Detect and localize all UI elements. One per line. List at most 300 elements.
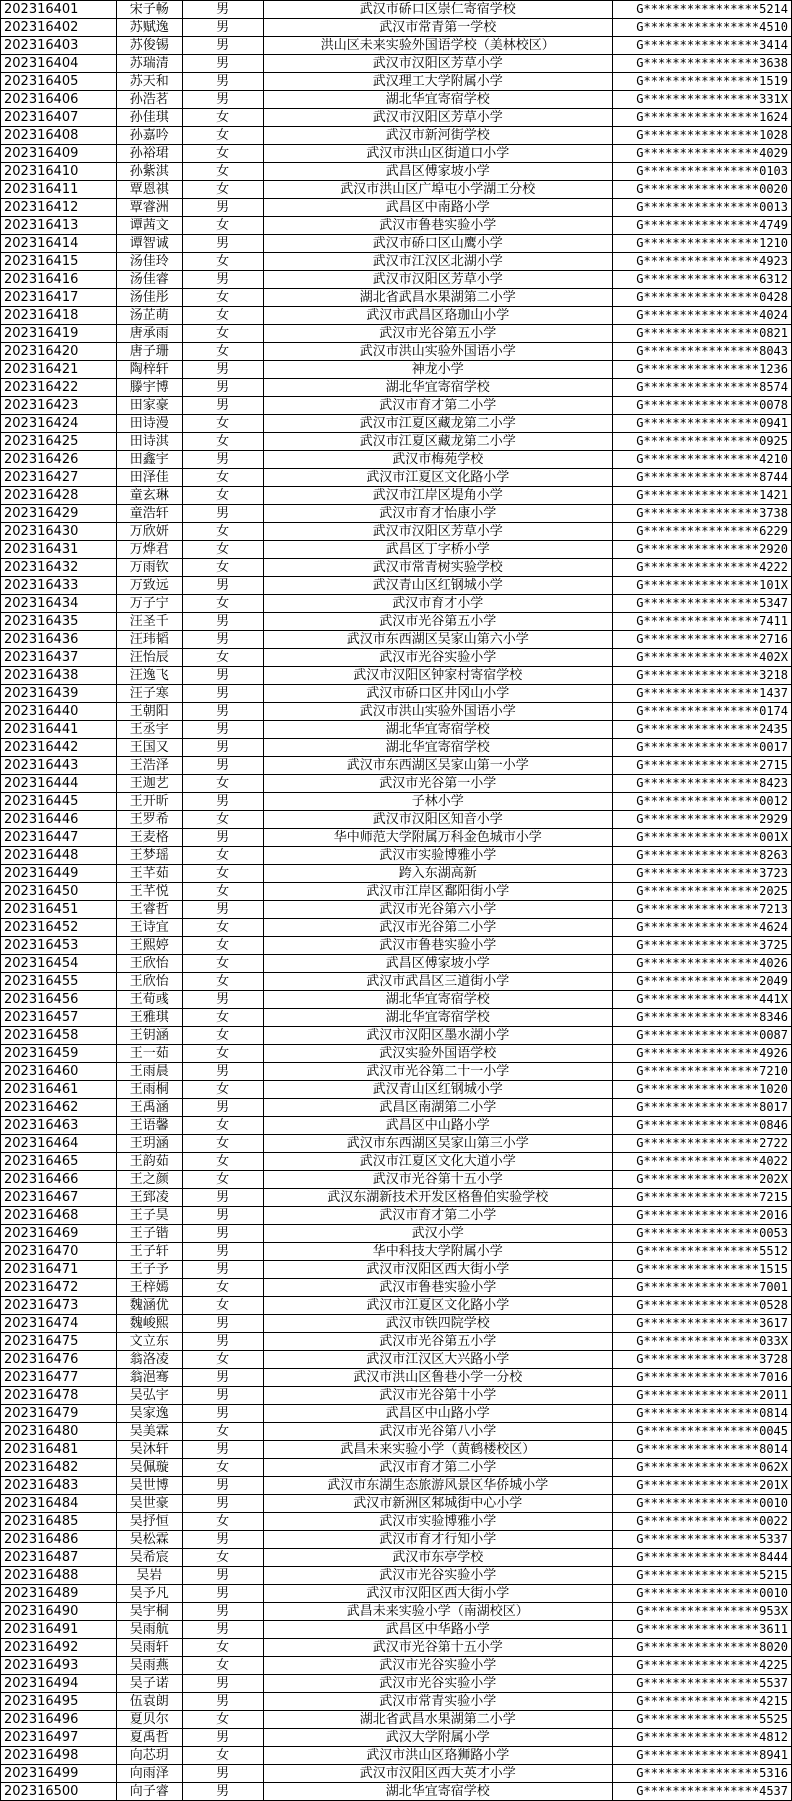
- student-name-cell: 吴世豪: [116, 1495, 182, 1513]
- masked-id-cell: G****************0045: [613, 1423, 792, 1441]
- masked-id-cell: G****************2011: [613, 1387, 792, 1405]
- table-row: [1, 433, 792, 451]
- table-row: [1, 973, 792, 991]
- masked-id-cell: G****************0087: [613, 1027, 792, 1045]
- masked-id-cell: G****************5337: [613, 1531, 792, 1549]
- table-row: [1, 1333, 792, 1351]
- gender-cell: 男: [182, 1315, 263, 1333]
- school-cell: 武汉市武昌区珞珈山小学: [263, 307, 613, 325]
- school-cell: 武汉市新洲区邾城街中心小学: [263, 1495, 613, 1513]
- student-id-cell: 202316489: [1, 1585, 117, 1603]
- student-name-cell: 魏涵优: [116, 1297, 182, 1315]
- masked-id-cell: G****************101X: [613, 577, 792, 595]
- school-cell: 武汉市光谷实验小学: [263, 1675, 613, 1693]
- student-id-cell: 202316439: [1, 685, 117, 703]
- school-cell: 武汉市汉阳区知音小学: [263, 811, 613, 829]
- masked-id-cell: G****************4749: [613, 217, 792, 235]
- student-id-cell: 202316402: [1, 19, 117, 37]
- gender-cell: 男: [182, 37, 263, 55]
- gender-cell: 女: [182, 883, 263, 901]
- masked-id-cell: G****************3638: [613, 55, 792, 73]
- student-name-cell: 王朝阳: [116, 703, 182, 721]
- masked-id-cell: G****************4812: [613, 1729, 792, 1747]
- table-row: [1, 631, 792, 649]
- student-id-cell: 202316412: [1, 199, 117, 217]
- student-id-cell: 202316426: [1, 451, 117, 469]
- table-row: [1, 1585, 792, 1603]
- student-id-cell: 202316418: [1, 307, 117, 325]
- student-name-cell: 王之颜: [116, 1171, 182, 1189]
- table-row: [1, 361, 792, 379]
- masked-id-cell: G****************4026: [613, 955, 792, 973]
- masked-id-cell: G****************8020: [613, 1639, 792, 1657]
- student-id-cell: 202316424: [1, 415, 117, 433]
- student-name-cell: 王丞宇: [116, 721, 182, 739]
- gender-cell: 男: [182, 361, 263, 379]
- gender-cell: 男: [182, 613, 263, 631]
- student-id-cell: 202316454: [1, 955, 117, 973]
- gender-cell: 男: [182, 73, 263, 91]
- gender-cell: 女: [182, 775, 263, 793]
- masked-id-cell: G****************1421: [613, 487, 792, 505]
- student-name-cell: 王开昕: [116, 793, 182, 811]
- student-id-cell: 202316401: [1, 1, 117, 19]
- student-name-cell: 文立东: [116, 1333, 182, 1351]
- school-cell: 武汉市光谷第二小学: [263, 919, 613, 937]
- gender-cell: 女: [182, 1549, 263, 1567]
- student-name-cell: 王国又: [116, 739, 182, 757]
- gender-cell: 男: [182, 1099, 263, 1117]
- student-id-cell: 202316417: [1, 289, 117, 307]
- student-id-cell: 202316463: [1, 1117, 117, 1135]
- gender-cell: 女: [182, 523, 263, 541]
- masked-id-cell: G****************4215: [613, 1693, 792, 1711]
- school-cell: 武汉大学附属小学: [263, 1729, 613, 1747]
- gender-cell: 女: [182, 1027, 263, 1045]
- gender-cell: 男: [182, 1207, 263, 1225]
- student-name-cell: 万致远: [116, 577, 182, 595]
- gender-cell: 女: [182, 559, 263, 577]
- school-cell: 武汉市光谷第一小学: [263, 775, 613, 793]
- table-row: [1, 1477, 792, 1495]
- masked-id-cell: G****************4923: [613, 253, 792, 271]
- table-row: [1, 1531, 792, 1549]
- student-id-cell: 202316472: [1, 1279, 117, 1297]
- gender-cell: 男: [182, 1387, 263, 1405]
- school-cell: 武汉市育才行知小学: [263, 1531, 613, 1549]
- gender-cell: 女: [182, 1045, 263, 1063]
- school-cell: 湖北华宜寄宿学校: [263, 739, 613, 757]
- gender-cell: 女: [182, 973, 263, 991]
- gender-cell: 女: [182, 541, 263, 559]
- masked-id-cell: G****************3725: [613, 937, 792, 955]
- student-id-cell: 202316435: [1, 613, 117, 631]
- masked-id-cell: G****************8574: [613, 379, 792, 397]
- student-name-cell: 王玥涵: [116, 1135, 182, 1153]
- student-id-cell: 202316499: [1, 1765, 117, 1783]
- school-cell: 武汉市江汉区大兴路小学: [263, 1351, 613, 1369]
- student-id-cell: 202316496: [1, 1711, 117, 1729]
- gender-cell: 女: [182, 1279, 263, 1297]
- school-cell: 武汉市洪山区街道口小学: [263, 145, 613, 163]
- school-cell: 武汉市汉阳区芳草小学: [263, 523, 613, 541]
- student-id-cell: 202316451: [1, 901, 117, 919]
- school-cell: 武昌未来实验小学（黄鹤楼校区）: [263, 1441, 613, 1459]
- school-cell: 武汉市洪山实验外国语小学: [263, 703, 613, 721]
- gender-cell: 男: [182, 505, 263, 523]
- masked-id-cell: G****************2715: [613, 757, 792, 775]
- student-name-cell: 向芯玥: [116, 1747, 182, 1765]
- gender-cell: 男: [182, 1369, 263, 1387]
- table-row: [1, 667, 792, 685]
- masked-id-cell: G****************4926: [613, 1045, 792, 1063]
- student-name-cell: 吴佩璇: [116, 1459, 182, 1477]
- table-row: [1, 1171, 792, 1189]
- masked-id-cell: G****************8744: [613, 469, 792, 487]
- table-row: [1, 271, 792, 289]
- student-id-cell: 202316464: [1, 1135, 117, 1153]
- masked-id-cell: G****************202X: [613, 1171, 792, 1189]
- school-cell: 华中科技大学附属小学: [263, 1243, 613, 1261]
- school-cell: 武汉市江夏区文化路小学: [263, 469, 613, 487]
- student-name-cell: 田泽佳: [116, 469, 182, 487]
- gender-cell: 男: [182, 1531, 263, 1549]
- masked-id-cell: G****************1020: [613, 1081, 792, 1099]
- student-id-cell: 202316441: [1, 721, 117, 739]
- gender-cell: 男: [182, 1477, 263, 1495]
- gender-cell: 男: [182, 901, 263, 919]
- masked-id-cell: G****************0174: [613, 703, 792, 721]
- student-name-cell: 陶梓轩: [116, 361, 182, 379]
- masked-id-cell: G****************4225: [613, 1657, 792, 1675]
- school-cell: 武汉市硚口区山鹰小学: [263, 235, 613, 253]
- student-id-cell: 202316410: [1, 163, 117, 181]
- masked-id-cell: G****************3723: [613, 865, 792, 883]
- masked-id-cell: G****************2722: [613, 1135, 792, 1153]
- school-cell: 武汉市光谷第五小学: [263, 613, 613, 631]
- masked-id-cell: G****************1236: [613, 361, 792, 379]
- school-cell: 武汉市育才怡康小学: [263, 505, 613, 523]
- student-id-cell: 202316431: [1, 541, 117, 559]
- student-id-cell: 202316420: [1, 343, 117, 361]
- masked-id-cell: G****************7210: [613, 1063, 792, 1081]
- masked-id-cell: G****************3617: [613, 1315, 792, 1333]
- table-row: [1, 1495, 792, 1513]
- table-row: [1, 1, 792, 19]
- gender-cell: 男: [182, 829, 263, 847]
- school-cell: 武汉市洪山区鲁巷小学一分校: [263, 1369, 613, 1387]
- masked-id-cell: G****************7411: [613, 613, 792, 631]
- student-id-cell: 202316433: [1, 577, 117, 595]
- gender-cell: 女: [182, 487, 263, 505]
- gender-cell: 男: [182, 199, 263, 217]
- school-cell: 武汉市硚口区崇仁寄宿学校: [263, 1, 613, 19]
- student-id-cell: 202316406: [1, 91, 117, 109]
- roster-body: [1, 1, 792, 1801]
- masked-id-cell: G****************7001: [613, 1279, 792, 1297]
- student-id-cell: 202316487: [1, 1549, 117, 1567]
- masked-id-cell: G****************2435: [613, 721, 792, 739]
- student-id-cell: 202316471: [1, 1261, 117, 1279]
- school-cell: 湖北华宜寄宿学校: [263, 379, 613, 397]
- student-id-cell: 202316404: [1, 55, 117, 73]
- table-row: [1, 307, 792, 325]
- masked-id-cell: G****************3414: [613, 37, 792, 55]
- school-cell: 武汉市洪山实验外国语小学: [263, 343, 613, 361]
- masked-id-cell: G****************1028: [613, 127, 792, 145]
- student-name-cell: 汪怡辰: [116, 649, 182, 667]
- gender-cell: 女: [182, 1351, 263, 1369]
- masked-id-cell: G****************033X: [613, 1333, 792, 1351]
- gender-cell: 男: [182, 793, 263, 811]
- school-cell: 武汉市江夏区文化大道小学: [263, 1153, 613, 1171]
- gender-cell: 男: [182, 1729, 263, 1747]
- masked-id-cell: G****************8346: [613, 1009, 792, 1027]
- student-name-cell: 万烨君: [116, 541, 182, 559]
- gender-cell: 女: [182, 1711, 263, 1729]
- gender-cell: 女: [182, 469, 263, 487]
- student-name-cell: 吴美霖: [116, 1423, 182, 1441]
- student-id-cell: 202316434: [1, 595, 117, 613]
- masked-id-cell: G****************441X: [613, 991, 792, 1009]
- masked-id-cell: G****************1624: [613, 109, 792, 127]
- gender-cell: 男: [182, 397, 263, 415]
- gender-cell: 女: [182, 307, 263, 325]
- student-id-cell: 202316475: [1, 1333, 117, 1351]
- masked-id-cell: G****************3738: [613, 505, 792, 523]
- table-row: [1, 1315, 792, 1333]
- gender-cell: 女: [182, 1153, 263, 1171]
- table-row: [1, 1747, 792, 1765]
- student-id-cell: 202316416: [1, 271, 117, 289]
- school-cell: 武昌区傅家坡小学: [263, 163, 613, 181]
- school-cell: 武汉市汉阳区西大街小学: [263, 1261, 613, 1279]
- student-id-cell: 202316485: [1, 1513, 117, 1531]
- table-row: [1, 1369, 792, 1387]
- student-name-cell: 苏瑞清: [116, 55, 182, 73]
- table-row: [1, 235, 792, 253]
- student-id-cell: 202316492: [1, 1639, 117, 1657]
- masked-id-cell: G****************402X: [613, 649, 792, 667]
- school-cell: 武汉市常青实验小学: [263, 1693, 613, 1711]
- table-row: [1, 1711, 792, 1729]
- school-cell: 武汉市光谷第八小学: [263, 1423, 613, 1441]
- student-id-cell: 202316458: [1, 1027, 117, 1045]
- student-name-cell: 王一茹: [116, 1045, 182, 1063]
- student-id-cell: 202316455: [1, 973, 117, 991]
- student-name-cell: 吴雨航: [116, 1621, 182, 1639]
- student-name-cell: 孙佳琪: [116, 109, 182, 127]
- masked-id-cell: G****************3728: [613, 1351, 792, 1369]
- table-row: [1, 1783, 792, 1801]
- school-cell: 武汉市东西湖区吴家山第六小学: [263, 631, 613, 649]
- masked-id-cell: G****************0013: [613, 199, 792, 217]
- table-row: [1, 1639, 792, 1657]
- gender-cell: 女: [182, 595, 263, 613]
- school-cell: 武汉市育才第二小学: [263, 1459, 613, 1477]
- school-cell: 武昌未来实验小学（南湖校区）: [263, 1603, 613, 1621]
- table-row: [1, 937, 792, 955]
- student-name-cell: 吴希宸: [116, 1549, 182, 1567]
- student-name-cell: 田鑫宇: [116, 451, 182, 469]
- masked-id-cell: G****************1519: [613, 73, 792, 91]
- masked-id-cell: G****************1437: [613, 685, 792, 703]
- table-row: [1, 1729, 792, 1747]
- student-name-cell: 孙紫淇: [116, 163, 182, 181]
- school-cell: 武汉市光谷实验小学: [263, 1567, 613, 1585]
- table-row: [1, 1189, 792, 1207]
- student-name-cell: 汪圣千: [116, 613, 182, 631]
- table-row: [1, 1423, 792, 1441]
- school-cell: 子林小学: [263, 793, 613, 811]
- masked-id-cell: G****************5512: [613, 1243, 792, 1261]
- school-cell: 武汉市江汉区北湖小学: [263, 253, 613, 271]
- student-id-cell: 202316427: [1, 469, 117, 487]
- student-name-cell: 王睿哲: [116, 901, 182, 919]
- student-name-cell: 吴予凡: [116, 1585, 182, 1603]
- masked-id-cell: G****************8043: [613, 343, 792, 361]
- student-name-cell: 吴宇桐: [116, 1603, 182, 1621]
- gender-cell: 男: [182, 1495, 263, 1513]
- masked-id-cell: G****************8941: [613, 1747, 792, 1765]
- school-cell: 武汉市武昌区三道街小学: [263, 973, 613, 991]
- student-id-cell: 202316497: [1, 1729, 117, 1747]
- masked-id-cell: G****************7213: [613, 901, 792, 919]
- school-cell: 武昌区丁字桥小学: [263, 541, 613, 559]
- student-id-cell: 202316403: [1, 37, 117, 55]
- school-cell: 武汉市光谷第十五小学: [263, 1171, 613, 1189]
- gender-cell: 女: [182, 1423, 263, 1441]
- gender-cell: 女: [182, 415, 263, 433]
- student-name-cell: 覃睿洲: [116, 199, 182, 217]
- table-row: [1, 829, 792, 847]
- masked-id-cell: G****************4022: [613, 1153, 792, 1171]
- gender-cell: 女: [182, 163, 263, 181]
- table-row: [1, 1693, 792, 1711]
- masked-id-cell: G****************2929: [613, 811, 792, 829]
- table-row: [1, 37, 792, 55]
- student-id-cell: 202316453: [1, 937, 117, 955]
- student-name-cell: 万欣妍: [116, 523, 182, 541]
- student-id-cell: 202316465: [1, 1153, 117, 1171]
- table-row: [1, 865, 792, 883]
- table-row: [1, 1459, 792, 1477]
- student-name-cell: 王梦瑶: [116, 847, 182, 865]
- gender-cell: 男: [182, 1783, 263, 1801]
- student-name-cell: 谭茜文: [116, 217, 182, 235]
- student-name-cell: 吴岩: [116, 1567, 182, 1585]
- school-cell: 武汉市鲁巷实验小学: [263, 1279, 613, 1297]
- student-name-cell: 童浩轩: [116, 505, 182, 523]
- table-row: [1, 199, 792, 217]
- table-row: [1, 1675, 792, 1693]
- table-row: [1, 1081, 792, 1099]
- student-name-cell: 宋子畅: [116, 1, 182, 19]
- table-row: [1, 613, 792, 631]
- gender-cell: 男: [182, 379, 263, 397]
- student-name-cell: 汤佳彤: [116, 289, 182, 307]
- student-id-cell: 202316443: [1, 757, 117, 775]
- school-cell: 湖北省武昌水果湖第二小学: [263, 289, 613, 307]
- school-cell: 武汉市鲁巷实验小学: [263, 937, 613, 955]
- student-name-cell: 唐子珊: [116, 343, 182, 361]
- table-row: [1, 505, 792, 523]
- student-name-cell: 唐承雨: [116, 325, 182, 343]
- masked-id-cell: G****************7215: [613, 1189, 792, 1207]
- student-id-cell: 202316432: [1, 559, 117, 577]
- table-row: [1, 1153, 792, 1171]
- gender-cell: 男: [182, 271, 263, 289]
- student-name-cell: 王韵茹: [116, 1153, 182, 1171]
- student-id-cell: 202316490: [1, 1603, 117, 1621]
- gender-cell: 男: [182, 1261, 263, 1279]
- table-row: [1, 1117, 792, 1135]
- masked-id-cell: G****************4537: [613, 1783, 792, 1801]
- table-row: [1, 577, 792, 595]
- gender-cell: 女: [182, 847, 263, 865]
- student-id-cell: 202316423: [1, 397, 117, 415]
- masked-id-cell: G****************001X: [613, 829, 792, 847]
- student-id-cell: 202316449: [1, 865, 117, 883]
- school-cell: 武汉市鲁巷实验小学: [263, 217, 613, 235]
- school-cell: 武汉市光谷实验小学: [263, 1657, 613, 1675]
- student-name-cell: 王荀彧: [116, 991, 182, 1009]
- table-row: [1, 1243, 792, 1261]
- table-row: [1, 721, 792, 739]
- gender-cell: 女: [182, 289, 263, 307]
- student-name-cell: 苏天和: [116, 73, 182, 91]
- student-name-cell: 向雨泽: [116, 1765, 182, 1783]
- masked-id-cell: G****************6312: [613, 271, 792, 289]
- school-cell: 武汉市汉阳区芳草小学: [263, 109, 613, 127]
- masked-id-cell: G****************1210: [613, 235, 792, 253]
- masked-id-cell: G****************4222: [613, 559, 792, 577]
- table-row: [1, 1621, 792, 1639]
- gender-cell: 男: [182, 1405, 263, 1423]
- school-cell: 武汉青山区红钢城小学: [263, 577, 613, 595]
- school-cell: 武汉市江岸区堤角小学: [263, 487, 613, 505]
- table-row: [1, 1207, 792, 1225]
- gender-cell: 男: [182, 1675, 263, 1693]
- school-cell: 武昌区中山路小学: [263, 1117, 613, 1135]
- table-row: [1, 127, 792, 145]
- student-id-cell: 202316488: [1, 1567, 117, 1585]
- student-name-cell: 万雨钦: [116, 559, 182, 577]
- masked-id-cell: G****************8017: [613, 1099, 792, 1117]
- student-name-cell: 王雨桐: [116, 1081, 182, 1099]
- gender-cell: 女: [182, 181, 263, 199]
- school-cell: 武汉市汉阳区西大英才小学: [263, 1765, 613, 1783]
- gender-cell: 女: [182, 955, 263, 973]
- student-name-cell: 苏俊锡: [116, 37, 182, 55]
- student-id-cell: 202316468: [1, 1207, 117, 1225]
- student-name-cell: 王欣怡: [116, 955, 182, 973]
- masked-id-cell: G****************7016: [613, 1369, 792, 1387]
- student-id-cell: 202316430: [1, 523, 117, 541]
- table-row: [1, 685, 792, 703]
- table-row: [1, 343, 792, 361]
- school-cell: 武汉市洪山区珞狮路小学: [263, 1747, 613, 1765]
- student-name-cell: 童玄琳: [116, 487, 182, 505]
- table-row: [1, 109, 792, 127]
- table-row: [1, 847, 792, 865]
- gender-cell: 女: [182, 649, 263, 667]
- school-cell: 武汉市江岸区鄱阳街小学: [263, 883, 613, 901]
- student-name-cell: 苏赋逸: [116, 19, 182, 37]
- masked-id-cell: G****************0010: [613, 1585, 792, 1603]
- student-id-cell: 202316413: [1, 217, 117, 235]
- table-row: [1, 487, 792, 505]
